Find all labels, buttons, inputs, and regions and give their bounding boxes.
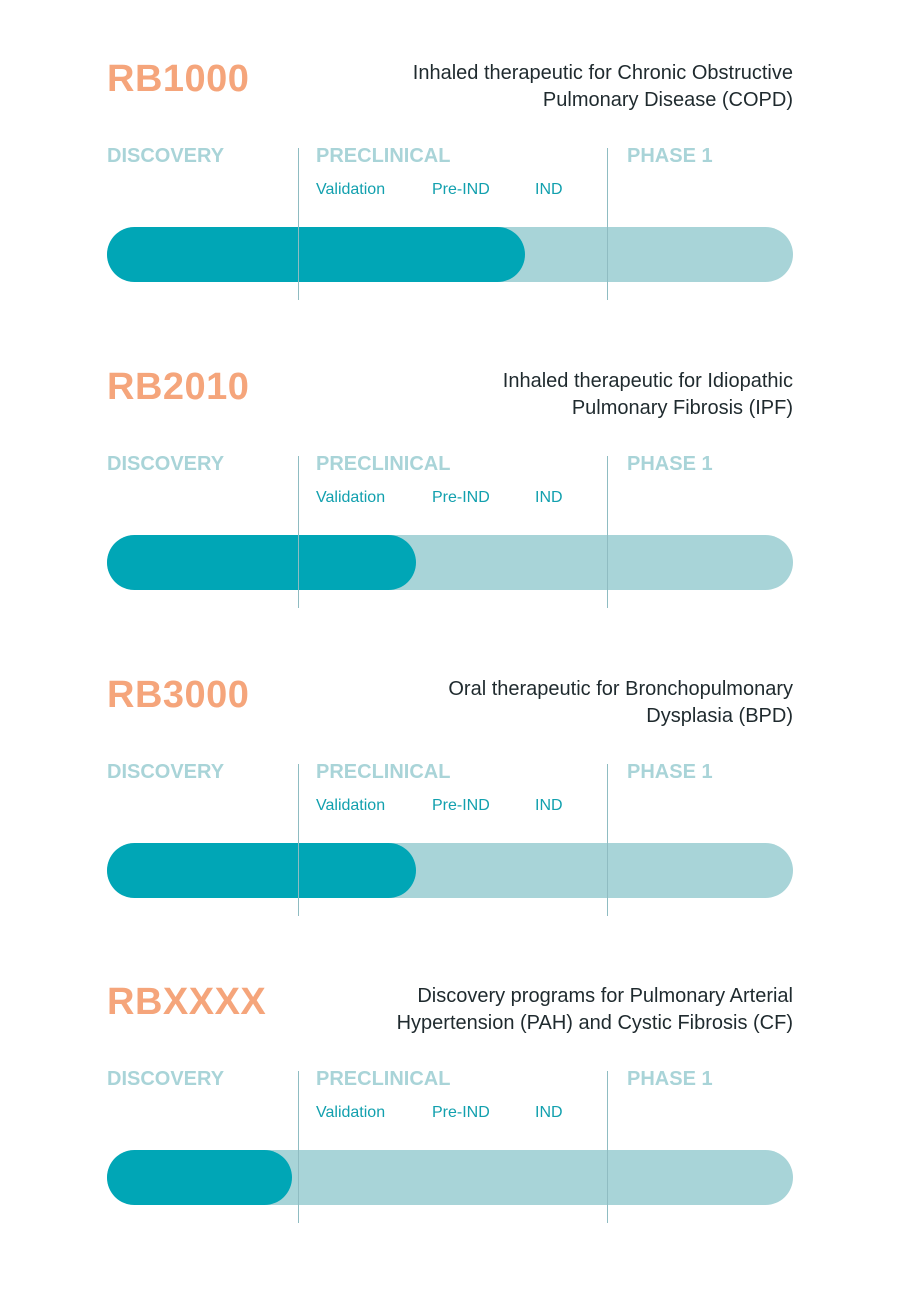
program-description-line: Pulmonary Disease (COPD) (542, 89, 793, 111)
substage-label-validation: Validation (316, 797, 386, 814)
substage-label-pre-ind: Pre-IND (432, 797, 490, 814)
stage-label-preclinical: PRECLINICAL (316, 1068, 451, 1090)
pipeline-program-rb2010 (0, 308, 900, 608)
stage-divider (607, 456, 608, 608)
stage-label-phase-1: PHASE 1 (627, 1068, 713, 1090)
progress-bar (107, 535, 416, 590)
substage-label-pre-ind: Pre-IND (432, 1104, 490, 1121)
substage-label-ind: IND (535, 797, 563, 814)
substage-label-ind: IND (535, 181, 563, 198)
progress-track (107, 535, 793, 590)
stage-label-discovery: DISCOVERY (107, 761, 225, 783)
stage-label-preclinical: PRECLINICAL (316, 453, 451, 475)
stage-divider (298, 148, 299, 300)
program-description-line: Inhaled therapeutic for Idiopathic (502, 370, 793, 392)
program-description (313, 983, 793, 1037)
stage-divider (607, 1071, 608, 1223)
pipeline-program-rb3000 (0, 616, 900, 916)
stage-label-phase-1: PHASE 1 (627, 761, 713, 783)
substage-label-ind: IND (535, 489, 563, 506)
substage-label-validation: Validation (316, 181, 386, 198)
stage-label-preclinical: PRECLINICAL (316, 761, 451, 783)
progress-bar (107, 843, 416, 898)
stage-divider (607, 148, 608, 300)
program-code: RB2010 (107, 366, 250, 408)
stage-label-phase-1: PHASE 1 (627, 145, 713, 167)
stage-label-phase-1: PHASE 1 (627, 453, 713, 475)
program-description-line: Pulmonary Fibrosis (IPF) (571, 397, 793, 419)
stage-label-discovery: DISCOVERY (107, 145, 225, 167)
program-description-line: Discovery programs for Pulmonary Arterial (417, 985, 793, 1007)
substage-label-ind: IND (535, 1104, 563, 1121)
program-code: RB3000 (107, 674, 250, 716)
progress-bar (107, 227, 525, 282)
stage-divider (298, 456, 299, 608)
program-code: RB1000 (107, 58, 250, 100)
substage-label-pre-ind: Pre-IND (432, 181, 490, 198)
pipeline-program-rbxxxx (0, 923, 900, 1223)
stage-label-discovery: DISCOVERY (107, 453, 225, 475)
program-description-line: Hypertension (PAH) and Cystic Fibrosis (CF) (396, 1012, 793, 1034)
substage-label-pre-ind: Pre-IND (432, 489, 490, 506)
stage-label-preclinical: PRECLINICAL (316, 145, 451, 167)
program-description (313, 60, 793, 114)
stage-label-discovery: DISCOVERY (107, 1068, 225, 1090)
stage-divider (298, 1071, 299, 1223)
progress-bar (107, 1150, 292, 1205)
program-description-line: Dysplasia (BPD) (646, 705, 793, 727)
progress-track (107, 1150, 793, 1205)
program-description (313, 676, 793, 730)
program-code: RBXXXX (107, 981, 267, 1023)
program-description-line: Inhaled therapeutic for Chronic Obstructive (412, 62, 793, 84)
substage-label-validation: Validation (316, 489, 386, 506)
substage-label-validation: Validation (316, 1104, 386, 1121)
progress-track (107, 227, 793, 282)
program-description-line: Oral therapeutic for Bronchopulmonary (448, 678, 793, 700)
progress-track (107, 843, 793, 898)
program-description (313, 368, 793, 422)
stage-divider (298, 764, 299, 916)
pipeline-program-rb1000 (0, 0, 900, 300)
stage-divider (607, 764, 608, 916)
